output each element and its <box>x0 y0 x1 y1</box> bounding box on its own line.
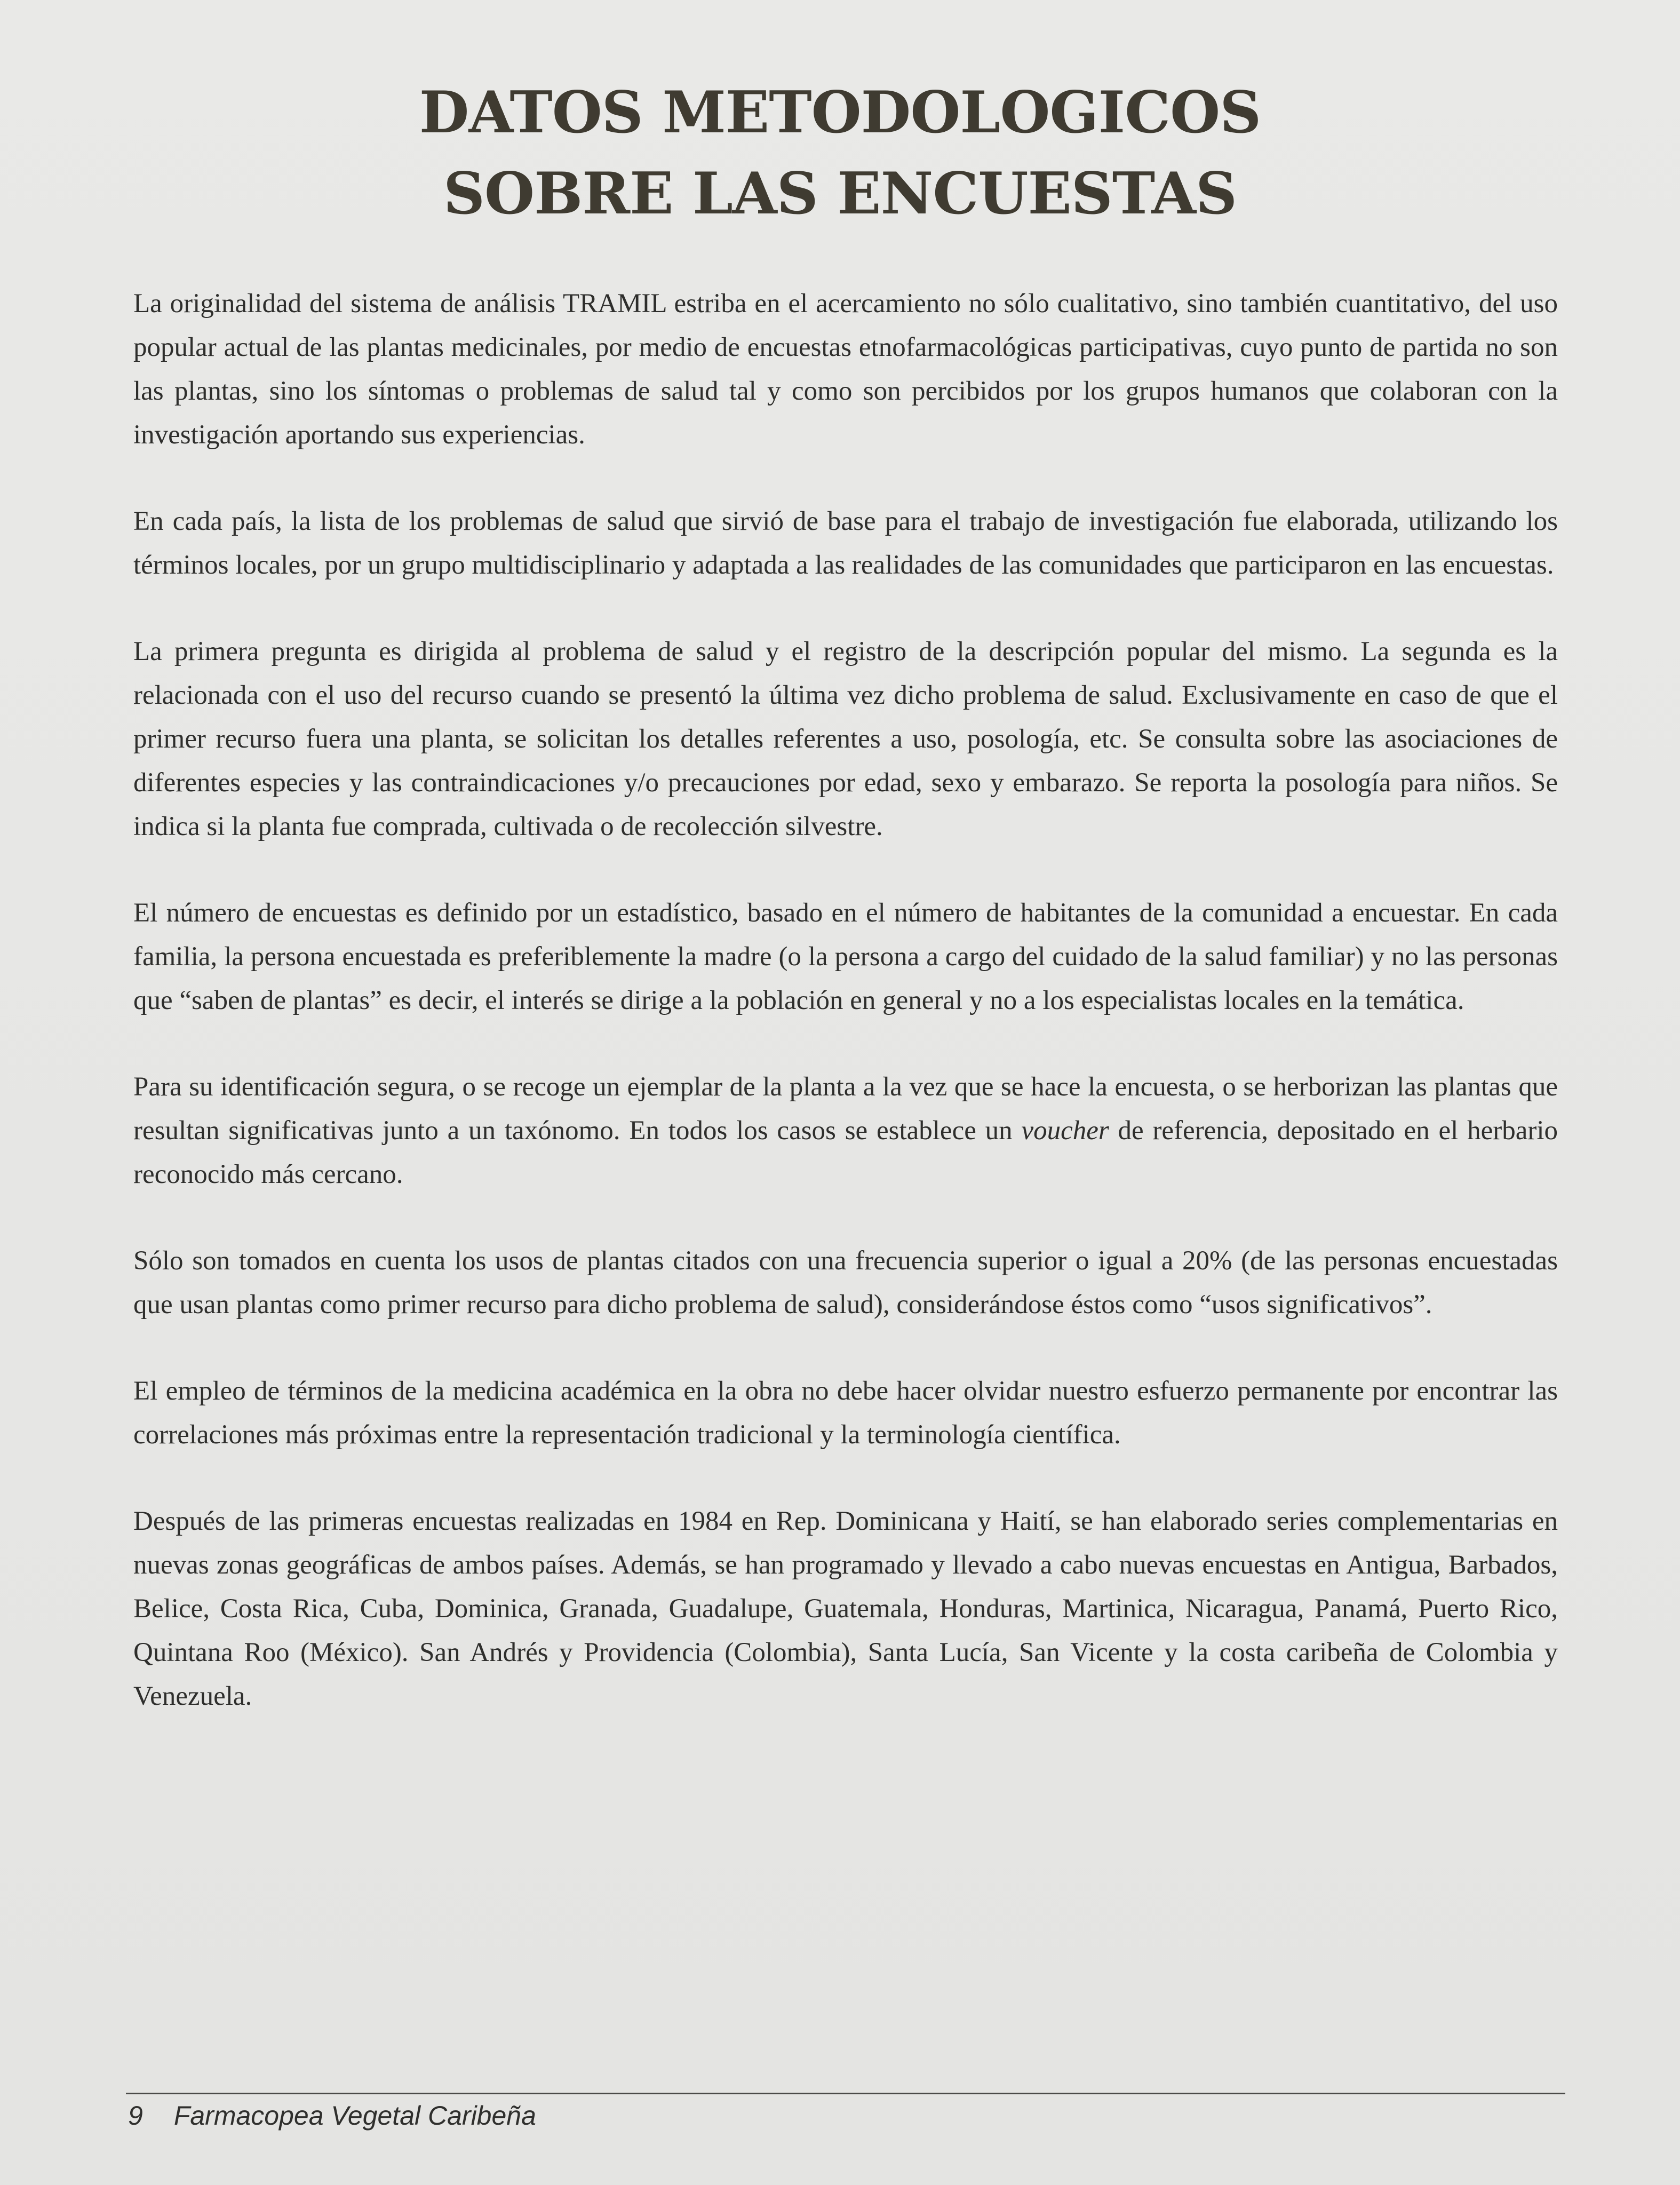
paragraph-5 <box>133 1065 1558 1196</box>
paragraph-2: En cada país, la lista de los problemas de salud que sirvió de base para el trabajo de investigación fue elaborada, utilizando los términos locales, por un grupo multidisciplinario y adaptada a las realidades de las comunidades que participaron en las encuestas. <box>133 506 1558 580</box>
footer-rule <box>126 2093 1565 2094</box>
paragraph-5-text-a: Para su identificación segura, o se recoge un ejemplar de la planta a la vez que se hace la encuesta, o se herborizan las plantas que resultan significativas junto a un taxónomo. En todos los casos se establece un <box>133 1072 1558 1146</box>
paragraph-5-text-b: de referencia, depositado en el herbario reconocido más cercano. <box>133 1116 1558 1189</box>
title-line-1: DATOS METODOLOGICOS <box>419 79 1261 146</box>
paragraph-7: El empleo de términos de la medicina académica en la obra no debe hacer olvidar nuestro esfuerzo permanente por encontrar las correlaciones más próximas entre la representación tradicional y la terminología científica. <box>133 1376 1558 1450</box>
paragraph-6: Sólo son tomados en cuenta los usos de plantas citados con una frecuencia superior o igual a 20% (de las personas encuestadas que usan plantas como primer recurso para dicho problema de salud), considerándose éstos como “usos significativos”. <box>133 1246 1558 1320</box>
page-title <box>0 72 1680 234</box>
page-number: 9 <box>128 2101 143 2131</box>
body-text <box>133 282 1558 1718</box>
title-line-2: SOBRE LAS ENCUESTAS <box>443 160 1237 227</box>
paragraph-4: El número de encuestas es definido por un estadístico, basado en el número de habitantes de la comunidad a encuestar. En cada familia, la persona encuestada es preferiblemente la madre (o la persona a cargo del cuidado de la salud familiar) y no las personas que “saben de plantas” es decir, el interés se dirige a la población en general y no a los especialistas locales en la temática. <box>133 898 1558 1015</box>
paragraph-8: Después de las primeras encuestas realizadas en 1984 en Rep. Dominicana y Haití, se han elaborado series complementarias en nuevas zonas geográficas de ambos países. Además, se han programado y llevado a cabo nuevas encuestas en Antigua, Barbados, Belice, Costa Rica, Cuba, Dominica, Granada, Guadalupe, Guatemala, Honduras, Martinica, Nicaragua, Panamá, Puerto Rico, Quintana Roo (México). San Andrés y Providencia (Colombia), Santa Lucía, San Vicente y la costa caribeña de Colombia y Venezuela. <box>133 1506 1558 1711</box>
voucher-term: voucher <box>1021 1116 1109 1146</box>
paragraph-1: La originalidad del sistema de análisis TRAMIL estriba en el acercamiento no sólo cualitativo, sino también cuantitativo, del uso popular actual de las plantas medicinales, por medio de encuestas etnofarmacológicas participativas, cuyo punto de partida no son las plantas, sino los síntomas o problemas de salud tal y como son percibidos por los grupos humanos que colaboran con la investigación aportando sus experiencias. <box>133 289 1558 450</box>
page-footer <box>128 2097 536 2134</box>
paragraph-3: La primera pregunta es dirigida al problema de salud y el registro de la descripción popular del mismo. La segunda es la relacionada con el uso del recurso cuando se presentó la última vez dicho problema de salud. Exclusivamente en caso de que el primer recurso fuera una planta, se solicitan los detalles referentes a uso, posología, etc. Se consulta sobre las asociaciones de diferentes especies y las contraindicaciones y/o precauciones por edad, sexo y embarazo. Se reporta la posología para niños. Se indica si la planta fue comprada, cultivada o de recolección silvestre. <box>133 637 1558 841</box>
book-title: Farmacopea Vegetal Caribeña <box>173 2101 536 2131</box>
